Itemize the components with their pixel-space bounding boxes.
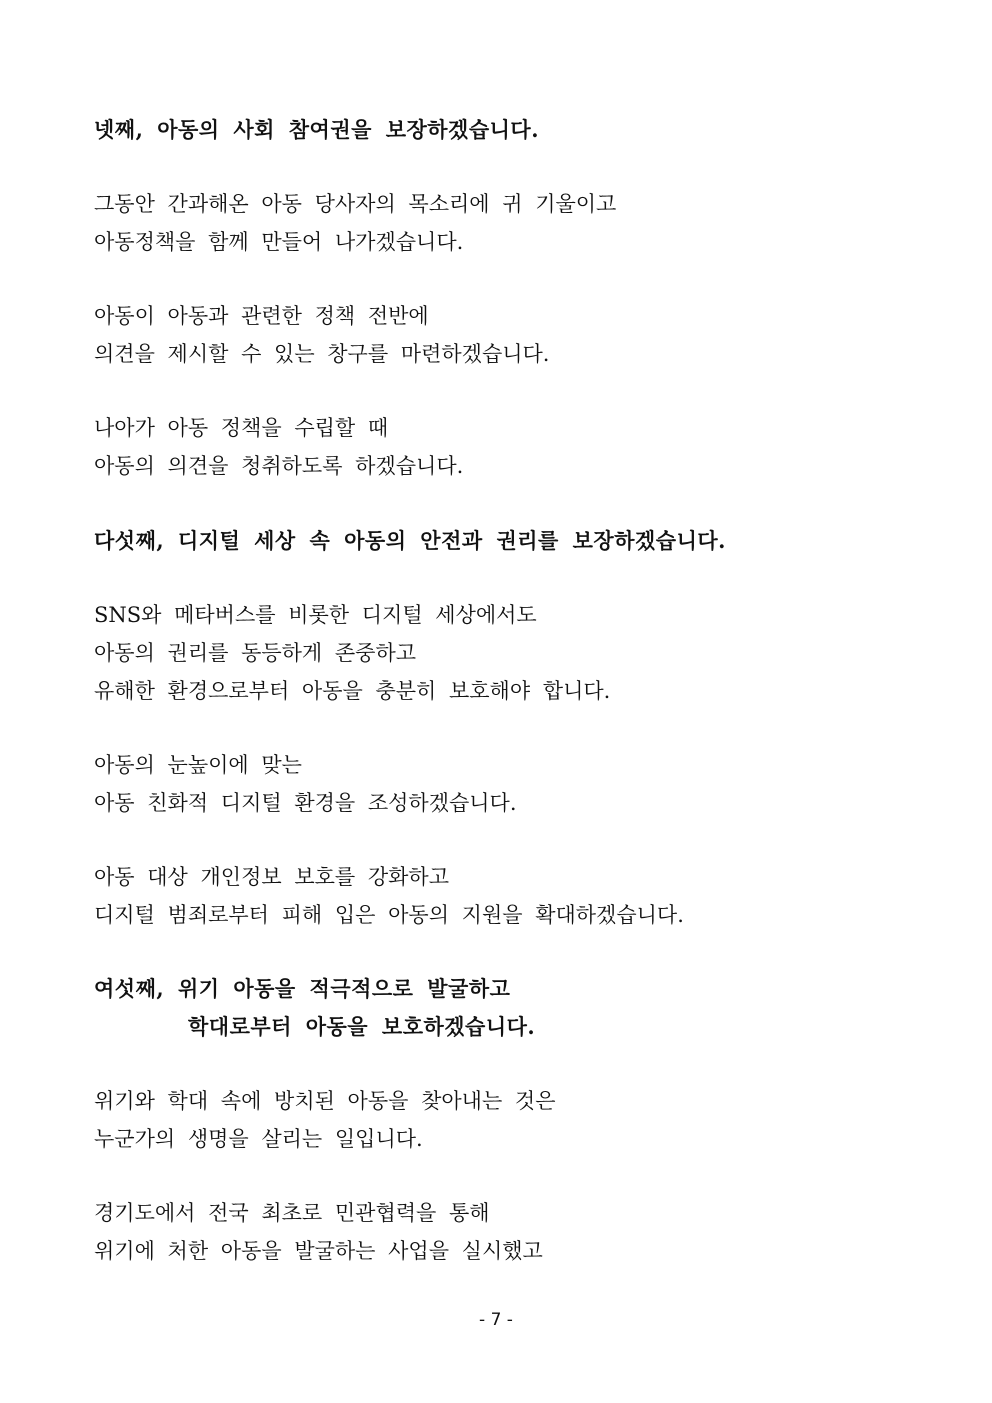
page-number: - 7 - bbox=[479, 1310, 513, 1330]
text-line: 나아가 아동 정책을 수립할 때 bbox=[94, 416, 389, 440]
text-line: 아동정책을 함께 만들어 나가겠습니다. bbox=[94, 230, 464, 254]
text-line: 아동의 의견을 청취하도록 하겠습니다. bbox=[94, 454, 464, 478]
text-line: 위기에 처한 아동을 발굴하는 사업을 실시했고 bbox=[94, 1239, 543, 1263]
text-line: 누군가의 생명을 살리는 일입니다. bbox=[94, 1127, 423, 1151]
text-line: SNS와 메타버스를 비롯한 디지털 세상에서도 bbox=[94, 603, 537, 627]
text-line: 아동의 눈높이에 맞는 bbox=[94, 753, 302, 777]
text-line: 아동 대상 개인정보 보호를 강화하고 bbox=[94, 865, 449, 889]
text-line: 유해한 환경으로부터 아동을 충분히 보호해야 합니다. bbox=[94, 679, 611, 703]
section-heading: 다섯째, 디지털 세상 속 아동의 안전과 권리를 보장하겠습니다. bbox=[94, 528, 726, 553]
section-heading-continued: 학대로부터 아동을 보호하겠습니다. bbox=[188, 1014, 536, 1039]
section-heading: 여섯째, 위기 아동을 적극적으로 발굴하고 bbox=[94, 976, 511, 1001]
text-line: 경기도에서 전국 최초로 민관협력을 통해 bbox=[94, 1201, 490, 1225]
text-line: 디지털 범죄로부터 피해 입은 아동의 지원을 확대하겠습니다. bbox=[94, 903, 684, 927]
text-line: 그동안 간과해온 아동 당사자의 목소리에 귀 기울이고 bbox=[94, 192, 617, 216]
text-line: 위기와 학대 속에 방치된 아동을 찾아내는 것은 bbox=[94, 1089, 556, 1113]
text-line: 아동이 아동과 관련한 정책 전반에 bbox=[94, 304, 429, 328]
text-line: 의견을 제시할 수 있는 창구를 마련하겠습니다. bbox=[94, 342, 550, 366]
section-heading: 넷째, 아동의 사회 참여권을 보장하겠습니다. bbox=[94, 117, 540, 142]
text-line: 아동의 권리를 동등하게 존중하고 bbox=[94, 641, 417, 665]
text-line: 아동 친화적 디지털 환경을 조성하겠습니다. bbox=[94, 791, 517, 815]
